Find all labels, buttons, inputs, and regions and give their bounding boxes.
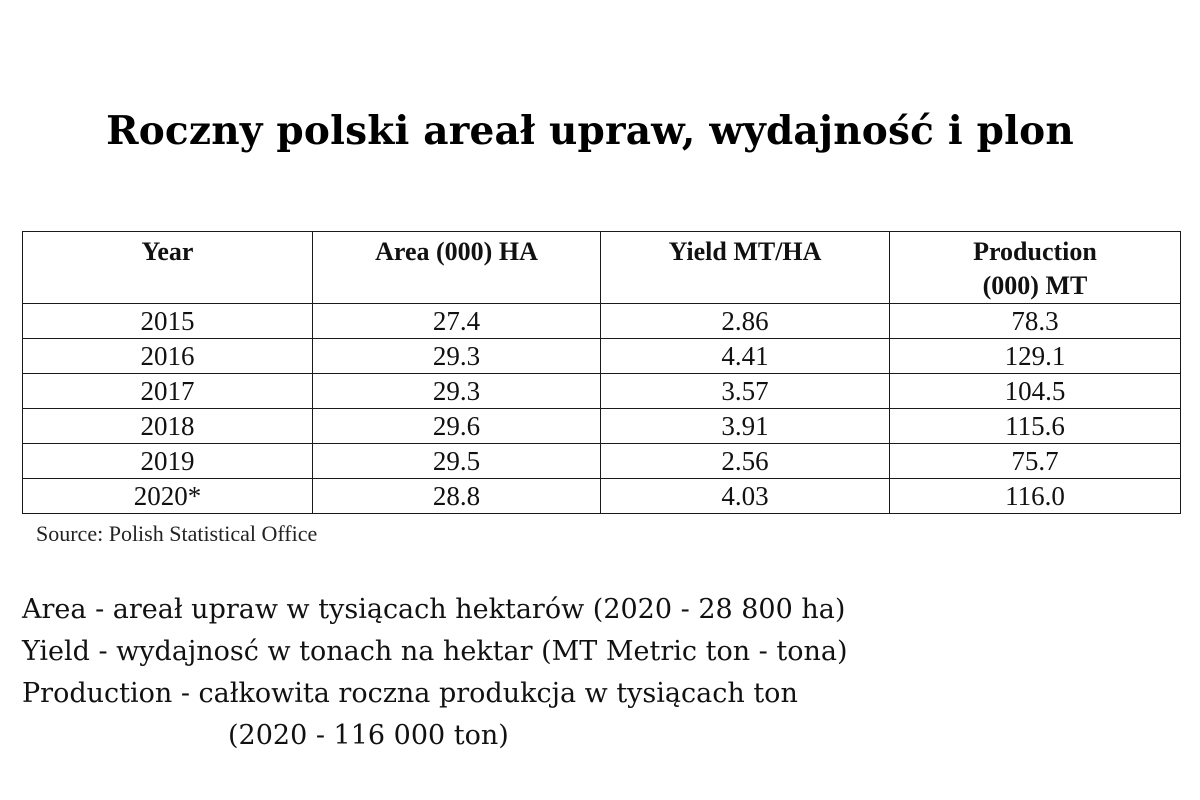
cell-yield: 2.56 [601, 444, 890, 479]
cell-area: 29.3 [313, 339, 601, 374]
table-row [23, 409, 1181, 444]
cell-year: 2020* [23, 479, 313, 514]
legend-production: Production - całkowita roczna produkcja w tysiącach ton [22, 678, 798, 709]
source-note: Source: Polish Statistical Office [36, 521, 318, 546]
cell-yield: 3.57 [601, 374, 890, 409]
cell-area: 29.5 [313, 444, 601, 479]
cell-year: 2018 [23, 409, 313, 444]
page-title: Roczny polski areał upraw, wydajność i plon [106, 108, 1074, 154]
cell-production: 116.0 [890, 479, 1181, 514]
table-row [23, 374, 1181, 409]
table-row [23, 304, 1181, 339]
column-header-year: Year [23, 232, 313, 304]
cell-production: 78.3 [890, 304, 1181, 339]
legend [22, 589, 848, 757]
data-table [22, 231, 1181, 514]
cell-production: 115.6 [890, 409, 1181, 444]
cell-year: 2019 [23, 444, 313, 479]
column-header-area: Area (000) HA [313, 232, 601, 304]
cell-production: 75.7 [890, 444, 1181, 479]
legend-yield: Yield - wydajnosć w tonach na hektar (MT Metric ton - tona) [22, 636, 848, 667]
cell-yield: 4.41 [601, 339, 890, 374]
cell-production: 104.5 [890, 374, 1181, 409]
table-header-row [23, 232, 1181, 304]
table-row [23, 339, 1181, 374]
cell-year: 2016 [23, 339, 313, 374]
legend-production-note: (2020 - 116 000 ton) [228, 720, 509, 751]
cell-yield: 4.03 [601, 479, 890, 514]
cell-yield: 3.91 [601, 409, 890, 444]
table-row [23, 444, 1181, 479]
cell-area: 27.4 [313, 304, 601, 339]
cell-area: 29.3 [313, 374, 601, 409]
cell-production: 129.1 [890, 339, 1181, 374]
table-row [23, 479, 1181, 514]
column-header-production: Production (000) MT [890, 232, 1181, 304]
cell-area: 29.6 [313, 409, 601, 444]
column-header-yield: Yield MT/HA [601, 232, 890, 304]
cell-yield: 2.86 [601, 304, 890, 339]
cell-year: 2017 [23, 374, 313, 409]
cell-year: 2015 [23, 304, 313, 339]
cell-area: 28.8 [313, 479, 601, 514]
legend-area: Area - areał upraw w tysiącach hektarów (2020 - 28 800 ha) [22, 594, 846, 625]
